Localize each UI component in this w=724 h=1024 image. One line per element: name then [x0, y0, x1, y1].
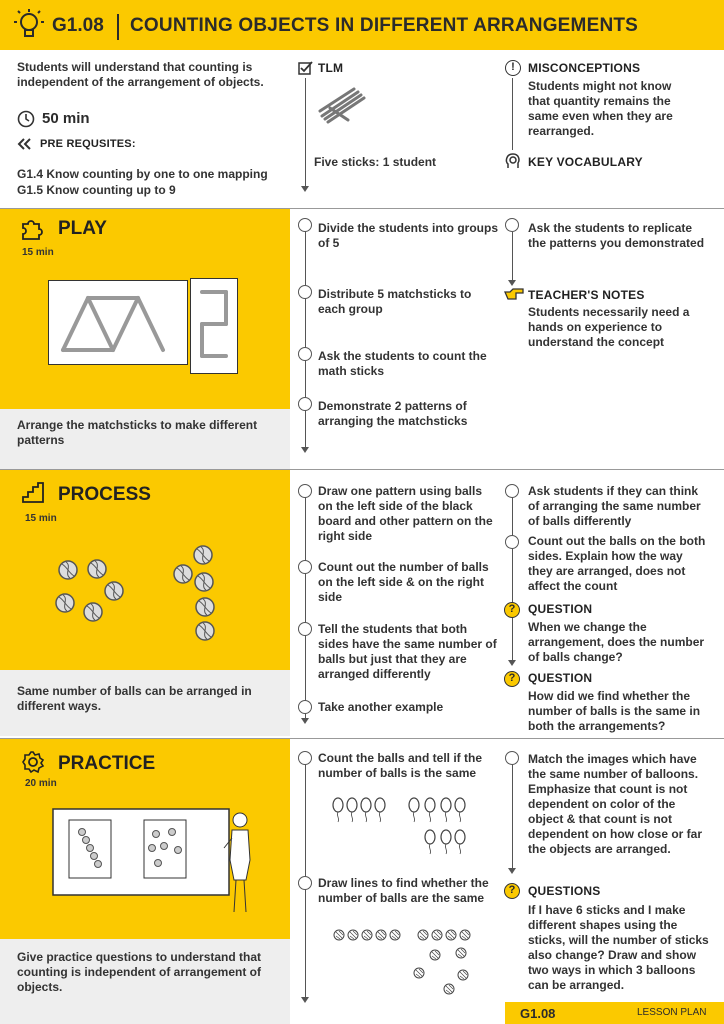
process-steps-line	[305, 491, 306, 719]
misconceptions-label: MISCONCEPTIONS	[528, 61, 641, 75]
stairs-icon	[21, 482, 45, 504]
duration-text: 50 min	[42, 110, 90, 127]
prereq-item-2: G1.5 Know counting up to 9	[17, 183, 176, 197]
process-right-step-2: Count out the balls on the both sides. Explain how the way they are arranged, does not affect the count	[528, 534, 706, 593]
play-right-arrow	[508, 280, 516, 286]
step-marker	[298, 876, 312, 890]
practice-step-2: Draw lines to find whether the number of balls are the same	[318, 876, 489, 905]
teachers-notes-text: Students necessarily need a hands on experience to understand the concept	[528, 305, 690, 349]
step-marker	[505, 484, 519, 498]
step-marker	[298, 347, 312, 361]
practice-question: If I have 6 sticks and I make different shapes using the sticks, will the number of sticks also change? Draw and show two ways in which 3 balloons can be arranged.	[528, 903, 709, 992]
play-right-line	[512, 232, 513, 282]
practice-min: 20 min	[25, 778, 57, 789]
process-steps-arrow	[301, 718, 309, 724]
process-title: PROCESS	[58, 484, 151, 505]
header-bar	[0, 0, 724, 50]
balls-lines-illustration	[333, 925, 473, 997]
digit-two-matchsticks-figure	[190, 278, 238, 374]
play-step-3: Ask the students to count the math sticks	[318, 349, 487, 378]
practice-right-line	[512, 760, 513, 870]
tlm-arrow	[301, 186, 309, 192]
footer-label: LESSON PLAN	[637, 1007, 707, 1018]
step-marker	[298, 397, 312, 411]
play-steps-line	[305, 228, 306, 448]
step-marker	[298, 751, 312, 765]
misc-line	[512, 78, 513, 150]
play-right-step: Ask the students to replicate the patterns you demonstrated	[528, 221, 705, 250]
step-marker	[298, 700, 312, 714]
process-question-2: How did we find whether the number of balls is the same in both the arrangements?	[528, 689, 701, 733]
tlm-label: TLM	[318, 61, 344, 75]
process-step-4: Take another example	[318, 700, 444, 714]
process-min: 15 min	[25, 513, 57, 524]
question-label-2: QUESTION	[528, 671, 593, 685]
footer-code: G1.08	[520, 1006, 556, 1021]
step-marker	[298, 560, 312, 574]
tlm-line	[305, 78, 306, 188]
footer-bar	[505, 1002, 724, 1024]
header-divider	[117, 14, 119, 40]
step-marker	[298, 484, 312, 498]
objective-text: Students will understand that counting is independent of the arrangement of objects.	[17, 60, 264, 89]
practice-steps-arrow	[301, 997, 309, 1003]
question-icon: ?	[504, 602, 520, 618]
question-icon: ?	[504, 671, 520, 687]
step-marker	[298, 218, 312, 232]
play-title: PLAY	[58, 218, 107, 239]
page-title: COUNTING OBJECTS IN DIFFERENT ARRANGEMENTS	[130, 15, 639, 36]
exclamation-icon: !	[505, 60, 521, 76]
pointing-hand-icon	[504, 287, 524, 301]
process-question-1: When we change the arrangement, does the number of balls change?	[528, 620, 705, 664]
balloons-illustration	[330, 795, 470, 857]
process-step-1: Draw one pattern using balls on the left side of the black board and other pattern on the right side	[318, 484, 493, 543]
sticks-illustration	[318, 86, 366, 124]
vocab-label: KEY VOCABULARY	[528, 155, 643, 169]
play-min: 15 min	[22, 247, 54, 258]
process-right-line	[512, 491, 513, 661]
practice-right-step: Match the images which have the same number of balloons. Emphasize that count is not dependent on color of the object & that count is not dependent on how close or far the objects are arranged.	[528, 752, 703, 856]
practice-step-1: Count the balls and tell if the number of balls is the same	[318, 751, 483, 780]
gear-icon	[21, 750, 45, 774]
step-marker	[505, 535, 519, 549]
practice-caption: Give practice questions to understand that counting is independent of arrangement of objects.	[17, 950, 262, 994]
process-step-2: Count out the number of balls on the left side & on the right side	[318, 560, 489, 604]
double-chevron-left-icon	[17, 138, 33, 150]
question-icon: ?	[504, 883, 520, 899]
lesson-code: G1.08	[52, 15, 104, 36]
process-caption: Same number of balls can be arranged in different ways.	[17, 684, 252, 713]
process-right-step-1: Ask students if they can think of arranging the same number of balls differently	[528, 484, 701, 528]
prereq-label: PRE REQUSITES:	[40, 138, 136, 150]
practice-right-arrow	[508, 868, 516, 874]
step-marker	[298, 622, 312, 636]
tlm-text: Five sticks: 1 student	[314, 155, 437, 169]
practice-title: PRACTICE	[58, 753, 156, 774]
play-step-4: Demonstrate 2 patterns of arranging the matchsticks	[318, 399, 468, 428]
process-step-3: Tell the students that both sides have the same number of balls but just that they are arranged differently	[318, 622, 497, 681]
step-marker	[505, 751, 519, 765]
balls-illustration	[50, 540, 230, 650]
checkbox-icon	[298, 60, 314, 76]
misconceptions-text: Students might not know that quantity remains the same even when they are rearranged.	[528, 79, 673, 138]
board-teacher-illustration	[52, 808, 262, 916]
play-steps-arrow	[301, 447, 309, 453]
step-marker	[298, 285, 312, 299]
clock-icon	[17, 110, 35, 128]
head-gear-icon	[504, 152, 522, 170]
lightbulb-icon	[14, 8, 44, 40]
play-step-1: Divide the students into groups of 5	[318, 221, 499, 250]
puzzle-icon	[20, 217, 44, 241]
prereq-item-1: G1.4 Know counting by one to one mapping	[17, 167, 268, 181]
question-label: QUESTION	[528, 602, 593, 616]
play-caption: Arrange the matchsticks to make different patterns	[17, 418, 258, 447]
process-right-arrow	[508, 660, 516, 666]
triangle-matchsticks-figure	[48, 280, 188, 365]
play-step-2: Distribute 5 matchsticks to each group	[318, 287, 472, 316]
questions-label: QUESTIONS	[528, 884, 601, 898]
step-marker	[505, 218, 519, 232]
teachers-notes-label: TEACHER'S NOTES	[528, 288, 645, 302]
